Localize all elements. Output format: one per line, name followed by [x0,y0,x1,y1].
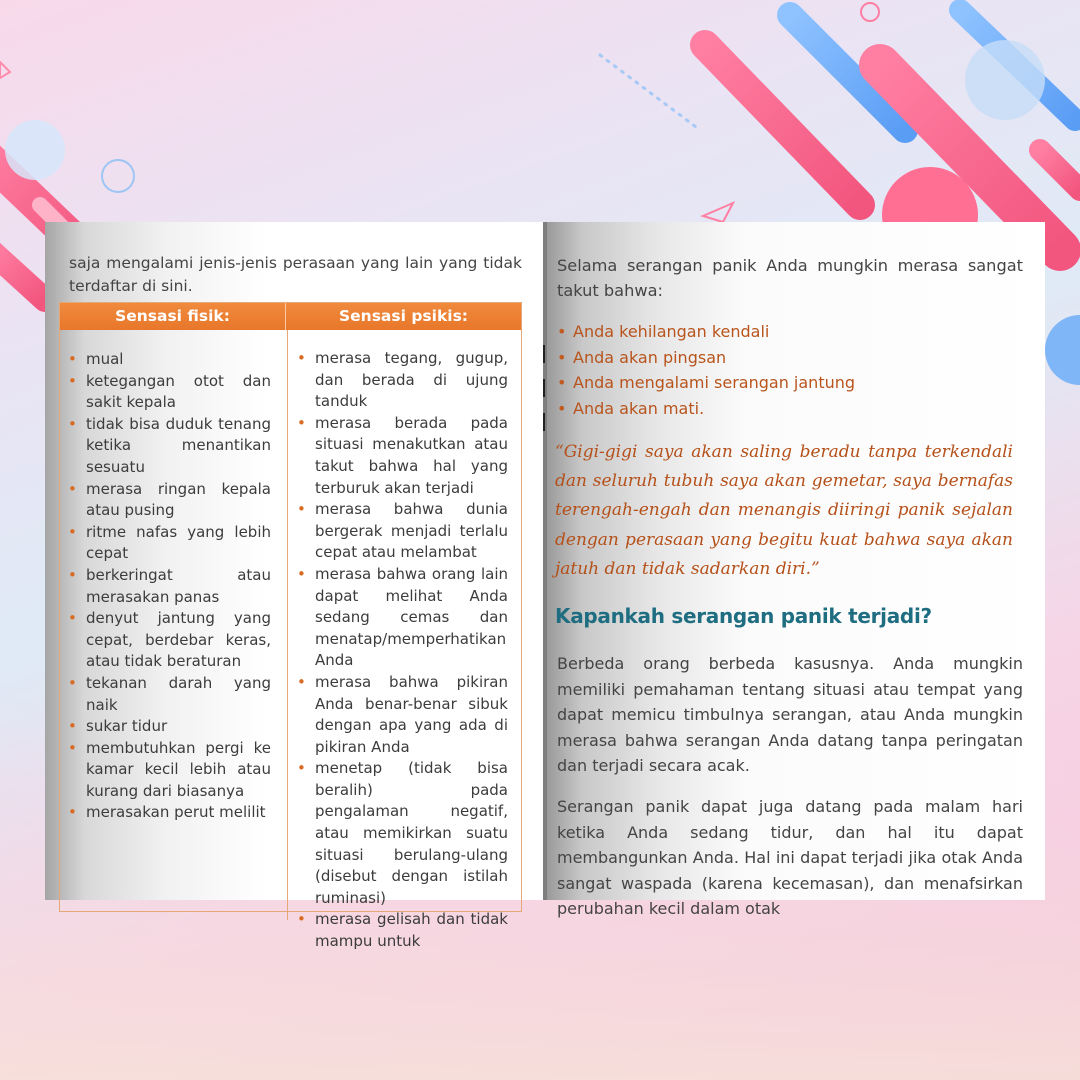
list-item: • merasa berada pada situasi menakutkan atau takut bahwa hal yang terburuk akan terjadi [297,413,508,499]
list-item: • membutuhkan pergi ke kamar kecil lebih atau kurang dari biasanya [68,738,271,803]
list-item: • merasa bahwa dunia bergerak menjadi terlalu cepat atau melambat [297,499,508,564]
sensations-table [59,302,522,951]
gutter-mark [543,413,545,431]
list-item: • merasa bahwa orang lain dapat melihat Anda sedang cemas dan menatap/memperhatikan Anda [297,564,508,672]
list-item: • menetap (tidak bisa beralih) pada pengalaman negatif, atau memikirkan suatu situasi berulang-ulang (disebut dengan istilah ruminasi) [297,758,508,909]
list-item: • ritme nafas yang lebih cepat [68,522,271,565]
table-header [60,303,521,330]
right-intro-text: Selama serangan panik Anda mungkin merasa sangat takut bahwa: [557,256,1023,300]
fears-list [557,319,855,421]
list-item: • sukar tidur [68,716,271,738]
testimonial-quote: “Gigi-gigi saya akan saling beradu tanpa terkendali dan seluruh tubuh saya akan gemetar, saya bernafas terengah-engah dan menangis diiringi panik sejalan dengan perasaan yang begitu kuat bahwa saya akan jatuh dan tidak sadarkan diri.” [555,442,1013,579]
list-item: • ketegangan otot dan sakit kepala [68,371,271,414]
list-item: • Anda kehilangan kendali [557,319,855,345]
list-item: • Anda mengalami serangan jantung [557,370,855,396]
list-item: • denyut jantung yang cepat, berdebar keras, atau tidak beraturan [68,608,271,673]
header-psychic: Sensasi psikis: [339,307,469,325]
paragraph-1: Berbeda orang berbeda kasusnya. Anda mungkin memiliki pemahaman tentang situasi atau tempat yang dapat memicu timbulnya serangan, atau Anda mungkin merasa bahwa serangan Anda datang tanpa peringatan dan terjadi secara acak. [557,654,1023,776]
list-item: • merasa bahwa pikiran Anda benar-benar sibuk dengan apa yang ada di pikiran Anda [297,672,508,758]
column-divider [287,330,288,920]
left-page [45,222,543,951]
psychic-sensations-list [297,348,508,953]
gutter-mark [543,345,545,363]
gutter-marks [543,345,545,447]
section-heading: Kapankah serangan panik terjadi? [555,604,932,628]
list-item: • berkeringat atau merasakan panas [68,565,271,608]
list-item: • Anda akan mati. [557,396,855,422]
list-item: • merasa gelisah dan tidak mampu untuk [297,909,508,952]
list-item: • tidak bisa duduk tenang ketika menantikan sesuatu [68,414,271,479]
physical-sensations-list [68,349,271,824]
paragraph-2: Serangan panik dapat juga datang pada malam hari ketika Anda sedang tidur, dan hal itu dapat membangunkan Anda. Hal ini dapat terjadi jika otak Anda sangat waspada (karena kecemasan), dan menafsirkan perubahan kecil dalam otak [557,797,1023,919]
list-item: • merasa tegang, gugup, dan berada di ujung tanduk [297,348,508,413]
gutter-mark [543,379,545,397]
list-item: • mual [68,349,271,371]
list-item: • merasa ringan kepala atau pusing [68,479,271,522]
list-item: • Anda akan pingsan [557,345,855,371]
header-physical: Sensasi fisik: [60,303,286,330]
right-page [547,222,1045,919]
list-item: • merasakan perut melilit [68,802,271,824]
left-intro-text: saja mengalami jenis-jenis perasaan yang lain yang tidak terdaftar di sini. [69,254,522,295]
list-item: • tekanan darah yang naik [68,673,271,716]
